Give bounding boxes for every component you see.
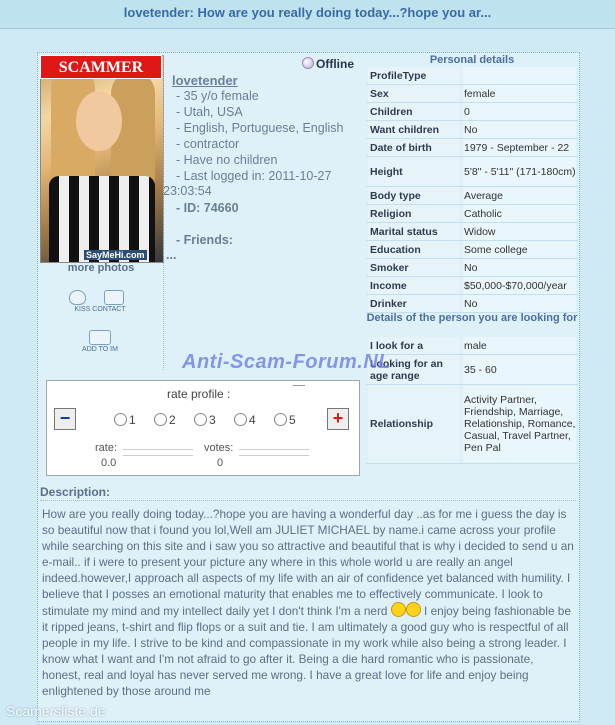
rate-option-label: 1 — [129, 413, 136, 427]
languages: - English, Portuguese, English — [176, 121, 344, 135]
chat-icon — [89, 330, 111, 345]
detail-row — [366, 139, 578, 157]
detail-value: 5'8" - 5'11" (171-180cm) — [463, 157, 576, 186]
add-to-im-label: ADD TO IM — [82, 346, 118, 353]
looking-value: Activity Partner, Friendship, Marriage, Relationship, Romance, Casual, Travel Partner, Pen Pal — [463, 385, 576, 463]
add-to-im-button[interactable] — [60, 330, 140, 353]
looking-key: Relationship — [368, 385, 460, 463]
detail-value: Some college — [463, 241, 576, 258]
votes-label: votes: — [204, 442, 234, 454]
detail-value: Catholic — [463, 205, 576, 222]
detail-value: No — [463, 121, 576, 138]
column-divider — [163, 55, 164, 370]
detail-value: Widow — [463, 223, 576, 240]
detail-value: Average — [463, 187, 576, 204]
looking-value: 35 - 60 — [463, 355, 576, 384]
detail-row — [366, 223, 578, 241]
rate-box-tick — [293, 385, 305, 386]
age-sex: - 35 y/o female — [176, 89, 259, 103]
smiley-emoji-icon — [391, 602, 406, 617]
detail-key: Income — [368, 277, 460, 294]
rate-minus-button[interactable]: − — [54, 408, 76, 430]
status-label: Offline — [316, 57, 354, 71]
detail-row — [366, 103, 578, 121]
rate-option-2[interactable] — [154, 413, 176, 427]
radio-icon — [234, 413, 247, 426]
rate-profile-label: rate profile : — [167, 387, 231, 401]
heart-icon — [69, 290, 86, 305]
rate-option-label: 2 — [169, 413, 176, 427]
detail-value: $50,000-$70,000/year — [463, 277, 576, 294]
detail-key: Education — [368, 241, 460, 258]
looking-row — [366, 385, 578, 464]
personal-details-header: Personal details — [429, 54, 515, 66]
detail-key: Height — [368, 157, 460, 186]
description-header: Description: — [40, 485, 111, 499]
detail-key: Children — [368, 103, 460, 120]
site-watermark: Scamersliste.de — [6, 703, 106, 719]
anti-scam-watermark: Anti-Scam-Forum.NL — [182, 351, 391, 373]
kiss-contact-label: KISS CONTACT — [74, 306, 126, 313]
detail-row — [366, 277, 578, 295]
description-text — [42, 506, 574, 699]
detail-key: Religion — [368, 205, 460, 222]
rate-label: rate: — [95, 442, 118, 454]
photo-watermark: SayMeHi.com — [86, 250, 145, 260]
votes-bar — [239, 449, 309, 456]
rate-profile-widget — [46, 380, 360, 476]
rate-bar — [123, 449, 193, 456]
rate-option-3[interactable] — [194, 413, 216, 427]
more-photos-link[interactable]: more photos — [67, 262, 135, 274]
detail-key: Body type — [368, 187, 460, 204]
detail-value: 0 — [463, 103, 576, 120]
detail-key: Want children — [368, 121, 460, 138]
scammer-badge: SCAMMER — [40, 55, 162, 79]
profile-id: - ID: 74660 — [176, 201, 239, 215]
detail-row — [366, 259, 578, 277]
detail-value: No — [463, 259, 576, 276]
envelope-icon — [104, 290, 124, 305]
friends-label: - Friends: — [176, 233, 233, 247]
looking-row — [366, 337, 578, 355]
detail-row — [366, 241, 578, 259]
votes-value: 0 — [217, 457, 224, 469]
radio-icon — [274, 413, 287, 426]
rate-plus-button[interactable]: + — [327, 408, 349, 430]
occupation: - contractor — [176, 137, 240, 151]
looking-value: male — [463, 337, 576, 354]
profile-photo[interactable] — [40, 55, 164, 263]
looking-for-header: Details of the person you are looking for — [366, 312, 578, 324]
detail-value: 1979 - September - 22 — [463, 139, 576, 156]
radio-icon — [194, 413, 207, 426]
detail-key: ProfileType — [368, 67, 460, 84]
detail-row — [366, 205, 578, 223]
looking-key: Looking for an age range — [368, 355, 460, 384]
contact-button[interactable] — [94, 290, 134, 306]
detail-value: No — [463, 295, 576, 312]
friends-value: ... — [166, 248, 177, 262]
rate-option-4[interactable] — [234, 413, 256, 427]
children-status: - Have no children — [176, 153, 278, 167]
looking-key: I look for a — [368, 337, 460, 354]
rate-value: 0.0 — [101, 457, 117, 469]
smiley-emoji-icon — [406, 602, 421, 617]
rate-option-5[interactable] — [274, 413, 296, 427]
last-logged-time: 23:03:54 — [163, 184, 212, 198]
detail-row — [366, 295, 578, 313]
last-logged: - Last logged in: 2011-10-27 — [176, 169, 332, 183]
radio-icon — [114, 413, 127, 426]
username-link[interactable]: lovetender — [172, 73, 238, 88]
detail-key: Date of birth — [368, 139, 460, 156]
detail-key: Smoker — [368, 259, 460, 276]
status-dot-icon — [302, 57, 314, 69]
detail-row — [366, 187, 578, 205]
description-divider — [40, 500, 576, 501]
photo-face — [76, 91, 122, 151]
kiss-button[interactable] — [62, 290, 92, 306]
rate-option-label: 4 — [249, 413, 256, 427]
rate-option-1[interactable] — [114, 413, 136, 427]
radio-icon — [154, 413, 167, 426]
detail-key: Drinker — [368, 295, 460, 312]
online-status — [302, 57, 354, 71]
rate-option-label: 5 — [289, 413, 296, 427]
detail-row — [366, 85, 578, 103]
detail-row — [366, 121, 578, 139]
rate-option-label: 3 — [209, 413, 216, 427]
detail-key: Sex — [368, 85, 460, 102]
detail-row — [366, 67, 578, 85]
description-part-2: I enjoy being fashionable be it ripped jeans, t-shirt and flip flops or a suit and tie. I am ultimately a good guy who is respectful of all people in my life. I strive to be kind and compassionate in my work while also being a strong leader. I know what I want and I'm not afraid to go after it. Being a die hard romantic who is passionate, honest, real and loyal has never served me wrong. I have a great love for life and enjoy being enlightened by those around me — [42, 604, 571, 698]
description-part-1: How are you really doing today...?hope you are having a wonderful day ..as for me i guess the day is so beautiful now that i found you lol,Well am JULIET MICHAEL by name.i came across your profile while searching on this site and i saw you so attractive and beautiful that is why i decided to send u an e-mail.. if i were to present your picture any where in this whole world u are really an angel indeed.however,I approach all aspects of my life with an air of confidence yet balanced with humility. I believe that I posses an emotional maturity that enables me to effectively communicate. I look to stimulate my mind and my intellect daily yet I don't think I'm a nerd — [42, 507, 574, 618]
looking-row — [366, 355, 578, 385]
location: - Utah, USA — [176, 105, 243, 119]
window-title: lovetender: How are you really doing today...?hope you ar... — [0, 0, 615, 29]
detail-value — [463, 67, 576, 84]
detail-key: Marital status — [368, 223, 460, 240]
detail-value: female — [463, 85, 576, 102]
detail-row — [366, 157, 578, 187]
